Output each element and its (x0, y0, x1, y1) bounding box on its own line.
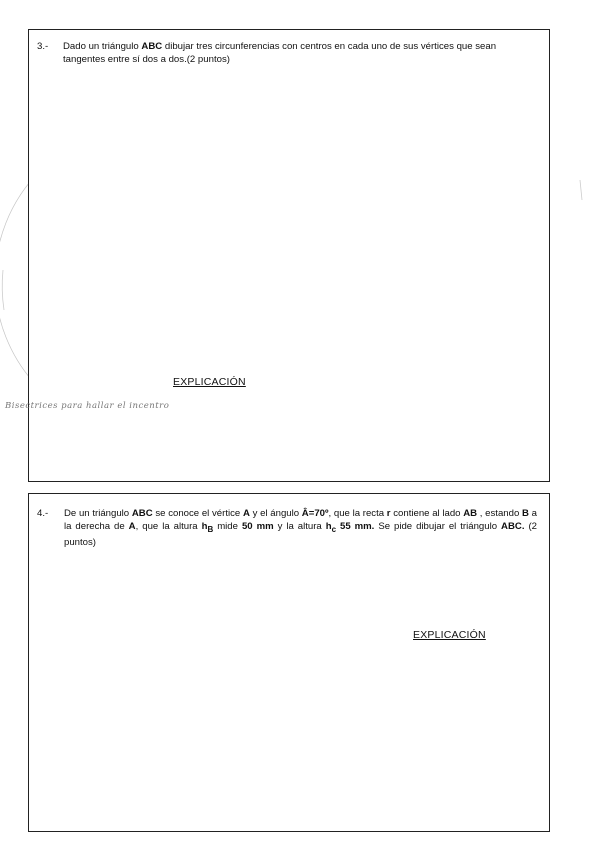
statement-sub: B (207, 524, 214, 534)
explanation-heading-4: EXPLICACIÓN (413, 629, 486, 641)
problem3-number: 3.- (37, 41, 49, 52)
statement-text: y la altura (273, 521, 326, 532)
statement-bold: h (201, 521, 208, 532)
statement-text: dibujar tres circunferencias con centros en cada uno de sus vértices que sean tangentes entre sí dos a dos.(2 puntos) (63, 41, 497, 65)
statement-text: contiene al lado (390, 508, 464, 519)
statement-bold: ABC (131, 508, 153, 519)
explanation-heading-3: EXPLICACIÓN (173, 376, 246, 388)
problem3-box (28, 29, 550, 482)
statement-bold: r (386, 508, 391, 519)
statement-bold: ABC (141, 41, 163, 52)
statement-text: (2 puntos) (64, 521, 537, 548)
statement-bold: 50 mm (241, 521, 274, 532)
edge-mark (580, 180, 582, 200)
statement-sub: c (331, 524, 337, 534)
statement-text: se conoce el vértice (152, 508, 243, 519)
statement-text: y el ángulo (249, 508, 302, 519)
statement-bold: h (325, 521, 332, 532)
problem3-statement (37, 40, 517, 66)
problem4-statement (37, 507, 537, 549)
edge-mark (2, 270, 4, 310)
statement-bold: A (128, 521, 136, 532)
statement-bold: Â=70º (301, 508, 329, 519)
problem4-number: 4.- (37, 508, 49, 519)
statement-text: , estando (477, 508, 522, 519)
statement-text: De un triángulo (64, 508, 132, 519)
statement-text: , que la altura (135, 521, 202, 532)
statement-bold: 55 mm. (336, 521, 375, 532)
statement-bold: B (522, 508, 529, 519)
statement-bold: AB (463, 508, 478, 519)
statement-bold: A (242, 508, 250, 519)
statement-text: Se pide dibujar el triángulo (374, 521, 502, 532)
statement-text: Dado un triángulo (63, 41, 142, 52)
statement-text: a la derecha de (64, 508, 537, 532)
statement-text: mide (213, 521, 242, 532)
statement-bold: ABC. (501, 521, 525, 532)
statement-text: , que la recta (328, 508, 387, 519)
problem4-box (28, 493, 550, 832)
handwritten-note: Bisectrices para hallar el incentro (5, 401, 170, 411)
